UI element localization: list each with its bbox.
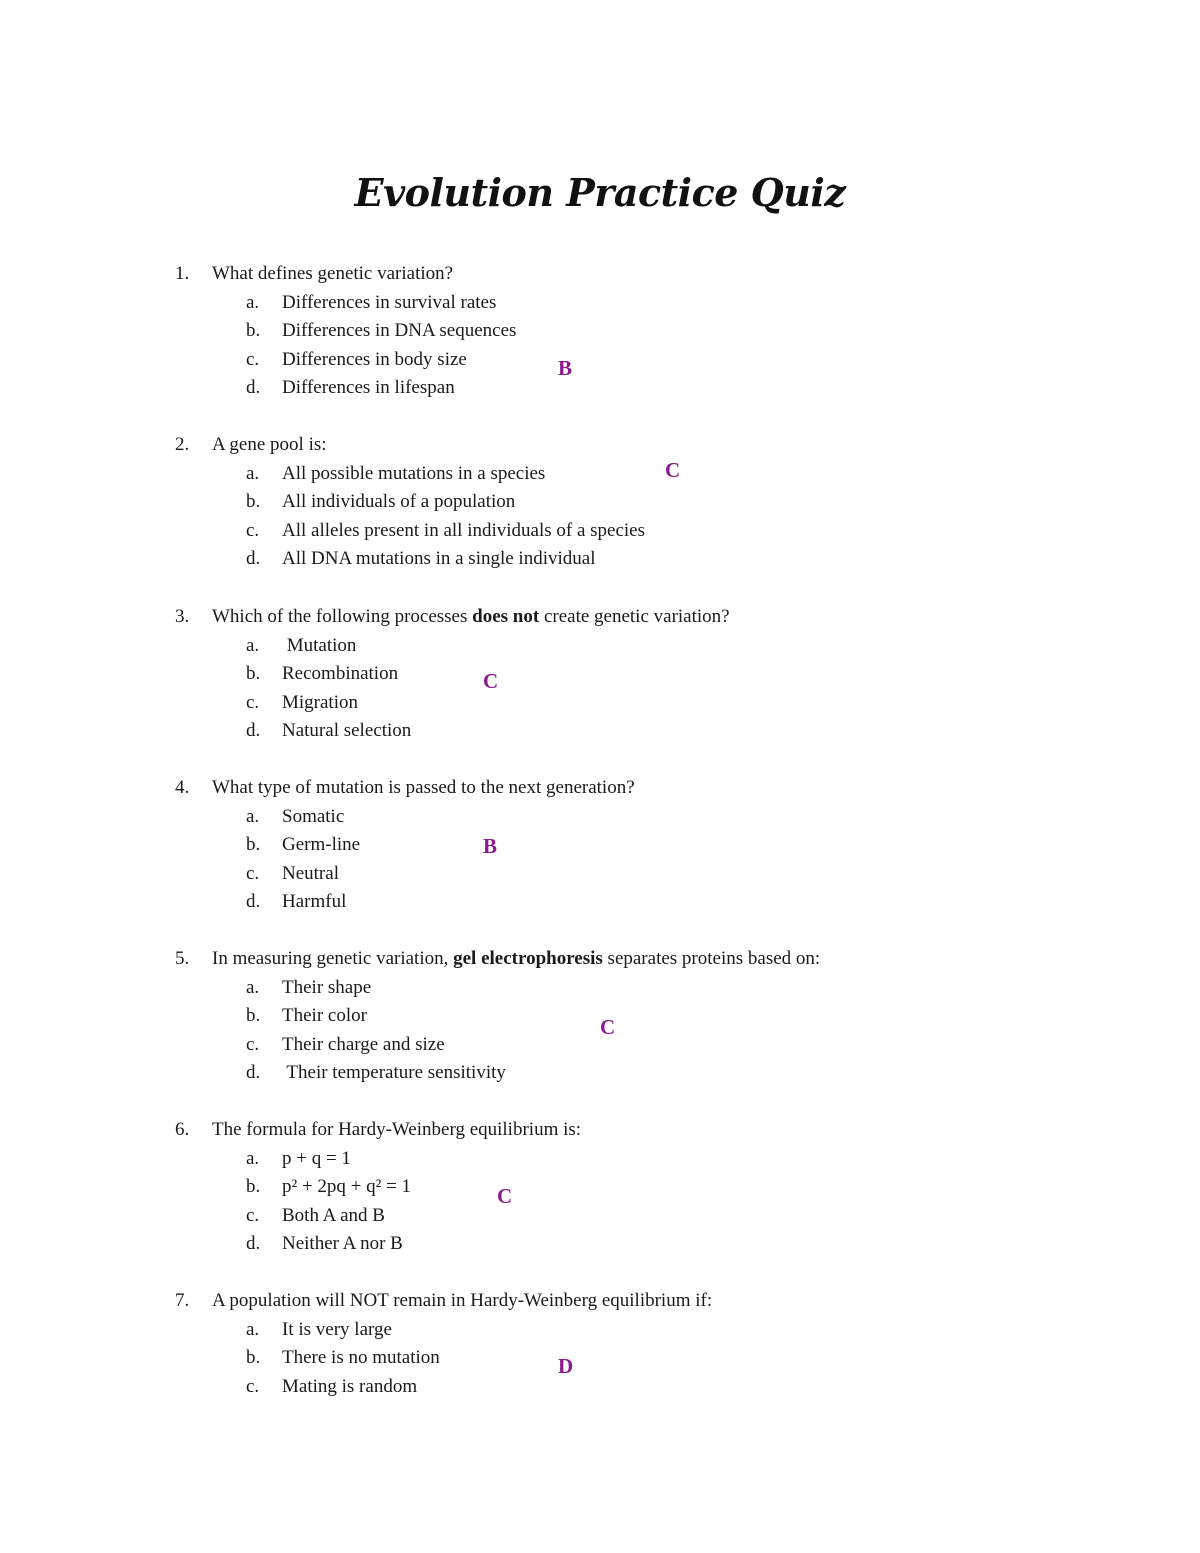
question-emphasis: gel electrophoresis xyxy=(453,948,603,969)
option-text: p + q = 1 xyxy=(282,1148,351,1169)
option-text: p² + 2pq + q² = 1 xyxy=(282,1176,412,1197)
option-letter: d. xyxy=(246,720,261,741)
option-text: Their color xyxy=(282,1005,367,1026)
answer-option xyxy=(246,978,371,997)
option-letter: a. xyxy=(246,806,260,827)
option-text: Somatic xyxy=(282,806,345,827)
answer-option xyxy=(246,1234,403,1253)
handwritten-answer: D xyxy=(558,1354,574,1378)
answer-option xyxy=(246,1063,506,1082)
option-text: Their charge and size xyxy=(282,1034,445,1055)
answer-option xyxy=(246,693,358,712)
handwritten-answer: B xyxy=(558,356,573,380)
option-letter: a. xyxy=(246,635,260,656)
option-letter: a. xyxy=(246,463,260,484)
question-stem: What type of mutation is passed to the next generation? xyxy=(212,777,635,798)
option-text: Migration xyxy=(282,692,358,713)
question-stem: A gene pool is: xyxy=(212,434,327,455)
answer-option xyxy=(246,321,516,340)
question-stem: The formula for Hardy-Weinberg equilibrium is: xyxy=(212,1119,582,1140)
handwritten-answer: B xyxy=(483,834,498,858)
option-letter: b. xyxy=(246,663,261,684)
option-letter: d. xyxy=(246,891,261,912)
question-stem: A population will NOT remain in Hardy-Weinberg equilibrium if: xyxy=(212,1290,713,1311)
question-number: 7. xyxy=(175,1290,190,1311)
option-letter: a. xyxy=(246,1319,260,1340)
option-letter: d. xyxy=(246,1233,261,1254)
option-letter: c. xyxy=(246,520,260,541)
question-text xyxy=(175,949,820,968)
option-letter: b. xyxy=(246,834,261,855)
option-letter: b. xyxy=(246,1347,261,1368)
option-letter: a. xyxy=(246,292,260,313)
option-text: Neutral xyxy=(282,863,339,884)
question-text xyxy=(175,435,327,454)
answer-option xyxy=(246,1149,351,1168)
option-text: It is very large xyxy=(282,1319,392,1340)
answer-option xyxy=(246,835,360,854)
option-text: Recombination xyxy=(282,663,399,684)
question-text xyxy=(175,607,730,626)
answer-option xyxy=(246,807,344,826)
answer-option xyxy=(246,1006,367,1025)
option-text: Differences in survival rates xyxy=(282,292,497,313)
question-stem: create genetic variation? xyxy=(539,606,730,627)
answer-option xyxy=(246,492,515,511)
question-stem: separates proteins based on: xyxy=(602,948,821,969)
option-letter: c. xyxy=(246,1376,260,1397)
question-number: 2. xyxy=(175,434,190,455)
option-letter: c. xyxy=(246,1034,260,1055)
option-letter: b. xyxy=(246,1176,261,1197)
option-letter: c. xyxy=(246,349,260,370)
question-stem: In measuring genetic variation, xyxy=(212,948,454,969)
option-text: Mating is random xyxy=(282,1376,418,1397)
page-title: Evolution Practice Quiz xyxy=(354,170,846,215)
answer-option xyxy=(246,1377,417,1396)
option-text: Natural selection xyxy=(282,720,412,741)
handwritten-answer: C xyxy=(483,669,499,693)
answer-option xyxy=(246,293,496,312)
question-stem: What defines genetic variation? xyxy=(212,263,454,284)
question-emphasis: does not xyxy=(472,606,540,627)
answer-option xyxy=(246,378,455,397)
answer-option xyxy=(246,864,339,883)
option-letter: b. xyxy=(246,320,261,341)
answer-option xyxy=(246,664,398,683)
option-text: Their shape xyxy=(282,977,372,998)
option-text: Both A and B xyxy=(282,1205,385,1226)
option-letter: a. xyxy=(246,977,260,998)
option-text: Differences in DNA sequences xyxy=(282,320,517,341)
answer-option xyxy=(246,636,356,655)
option-text: Neither A nor B xyxy=(282,1233,403,1254)
handwritten-answer: C xyxy=(600,1015,616,1039)
option-text: There is no mutation xyxy=(282,1347,440,1368)
option-text: Germ-line xyxy=(282,834,361,855)
option-text: Differences in body size xyxy=(282,349,467,370)
handwritten-answer: C xyxy=(665,458,681,482)
answer-option xyxy=(246,1177,411,1196)
option-letter: b. xyxy=(246,1005,261,1026)
option-text: All alleles present in all individuals of a species xyxy=(282,520,646,541)
option-text: Their temperature sensitivity xyxy=(282,1062,506,1083)
option-text: Mutation xyxy=(282,635,357,656)
answer-option xyxy=(246,350,467,369)
answer-option xyxy=(246,521,645,540)
answer-option xyxy=(246,549,595,568)
answer-option xyxy=(246,1320,392,1339)
answer-option xyxy=(246,1035,445,1054)
option-text: Differences in lifespan xyxy=(282,377,455,398)
option-letter: b. xyxy=(246,491,261,512)
question-number: 1. xyxy=(175,263,190,284)
option-letter: c. xyxy=(246,1205,260,1226)
option-letter: d. xyxy=(246,1062,261,1083)
option-text: All DNA mutations in a single individual xyxy=(282,548,596,569)
option-letter: d. xyxy=(246,377,261,398)
question-text xyxy=(175,264,453,283)
answer-option xyxy=(246,892,346,911)
option-text: Harmful xyxy=(282,891,347,912)
question-text xyxy=(175,778,635,797)
option-letter: c. xyxy=(246,692,260,713)
answer-option xyxy=(246,1206,385,1225)
option-text: All individuals of a population xyxy=(282,491,516,512)
handwritten-answer: C xyxy=(497,1184,513,1208)
question-number: 5. xyxy=(175,948,190,969)
option-letter: a. xyxy=(246,1148,260,1169)
question-text xyxy=(175,1120,581,1139)
question-number: 3. xyxy=(175,606,190,627)
question-number: 4. xyxy=(175,777,190,798)
question-stem: Which of the following processes xyxy=(212,606,473,627)
answer-option xyxy=(246,464,545,483)
option-letter: d. xyxy=(246,548,261,569)
question-text xyxy=(175,1291,712,1310)
option-letter: c. xyxy=(246,863,260,884)
question-number: 6. xyxy=(175,1119,190,1140)
answer-option xyxy=(246,1348,440,1367)
option-text: All possible mutations in a species xyxy=(282,463,546,484)
answer-option xyxy=(246,721,411,740)
